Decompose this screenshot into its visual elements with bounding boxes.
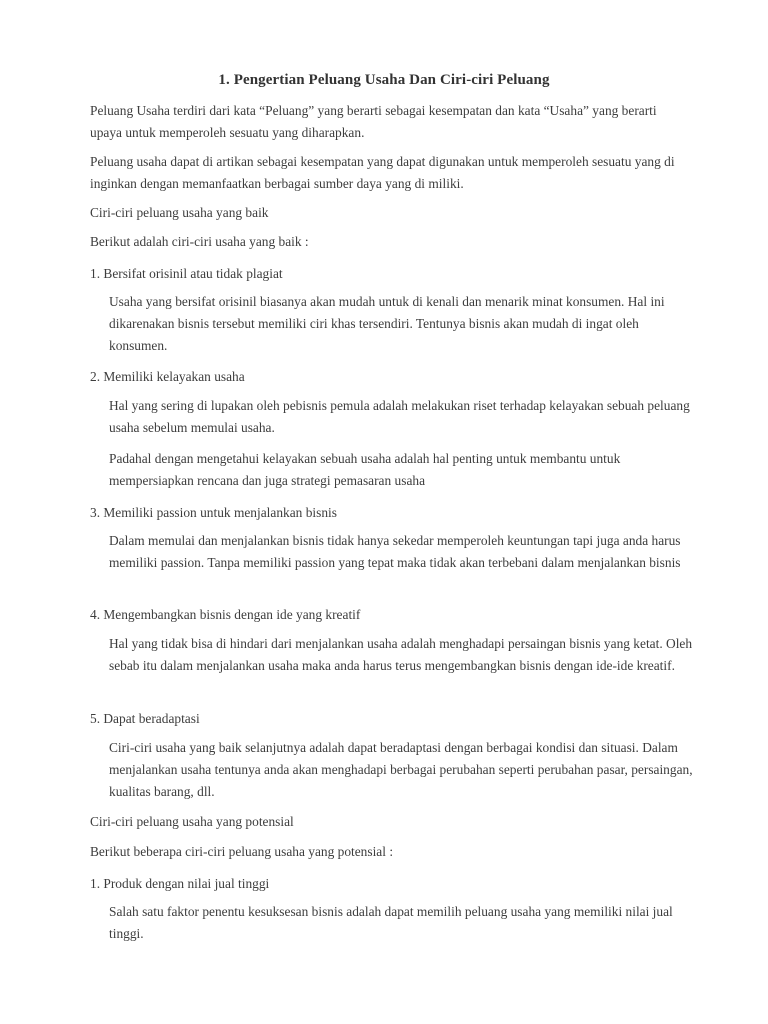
list-item-heading: 5. Dapat beradaptasi — [90, 711, 200, 726]
list-item-body: Usaha yang bersifat orisinil biasanya akan mudah untuk di kenali dan menarik minat konsumen. Hal ini dikarenakan bisnis tersebut memiliki ciri khas tersendiri. Tentunya bisnis akan mudah di ingat oleh konsumen. — [109, 294, 665, 353]
list-item-body: Hal yang tidak bisa di hindari dari menjalankan usaha adalah menghadapi persaingan bisnis yang ketat. Oleh sebab itu dalam menjalankan usaha maka anda harus terus mengembangkan bisnis dengan ide-ide kreatif. — [109, 636, 693, 673]
list-item-heading: 3. Memiliki passion untuk menjalankan bisnis — [90, 505, 337, 520]
list-item-body: Dalam memulai dan menjalankan bisnis tidak hanya sekedar memperoleh keuntungan tapi juga anda harus memiliki passion. Tanpa memiliki passion yang tepat maka tidak akan terbebani dalam menjalankan bisnis — [109, 533, 681, 570]
list-item-body: Ciri-ciri usaha yang baik selanjutnya adalah dapat beradaptasi dengan berbagai kondisi dan situasi. Dalam menjalankan usaha tentunya anda akan menghadapi berbagai perubahan seperti perubahan pasar, persaingan, kualitas barang, dll. — [109, 740, 693, 799]
document-title: 1. Pengertian Peluang Usaha Dan Ciri-ciri Peluang — [218, 72, 550, 88]
section-intro-good: Berikut adalah ciri-ciri usaha yang baik : — [90, 234, 309, 249]
list-item-heading: 2. Memiliki kelayakan usaha — [90, 369, 245, 384]
list-item-body: Salah satu faktor penentu kesuksesan bisnis adalah dapat memilih peluang usaha yang memiliki nilai jual tinggi. — [109, 904, 673, 941]
list-item-body: Hal yang sering di lupakan oleh pebisnis pemula adalah melakukan riset terhadap kelayakan sebuah peluang usaha sebelum memulai usaha. — [109, 398, 690, 435]
list-item-heading: 4. Mengembangkan bisnis dengan ide yang kreatif — [90, 607, 361, 622]
section-heading-potential: Ciri-ciri peluang usaha yang potensial — [90, 814, 294, 829]
section-heading-good: Ciri-ciri peluang usaha yang baik — [90, 205, 269, 220]
paragraph-definition: Peluang Usaha terdiri dari kata “Peluang” yang berarti sebagai kesempatan dan kata “Usaha” yang berarti upaya untuk memperoleh sesuatu yang diharapkan. — [90, 103, 657, 140]
list-item-heading: 1. Bersifat orisinil atau tidak plagiat — [90, 266, 283, 281]
list-item-heading: 1. Produk dengan nilai jual tinggi — [90, 876, 270, 891]
paragraph-definition-2: Peluang usaha dapat di artikan sebagai kesempatan yang dapat digunakan untuk memperoleh sesuatu yang di inginkan dengan memanfaatkan berbagai sumber daya yang di miliki. — [90, 154, 675, 191]
list-item-body: Padahal dengan mengetahui kelayakan sebuah usaha adalah hal penting untuk membantu untuk mempersiapkan rencana dan juga strategi pemasaran usaha — [109, 451, 621, 488]
section-intro-potential: Berikut beberapa ciri-ciri peluang usaha yang potensial : — [90, 844, 394, 859]
